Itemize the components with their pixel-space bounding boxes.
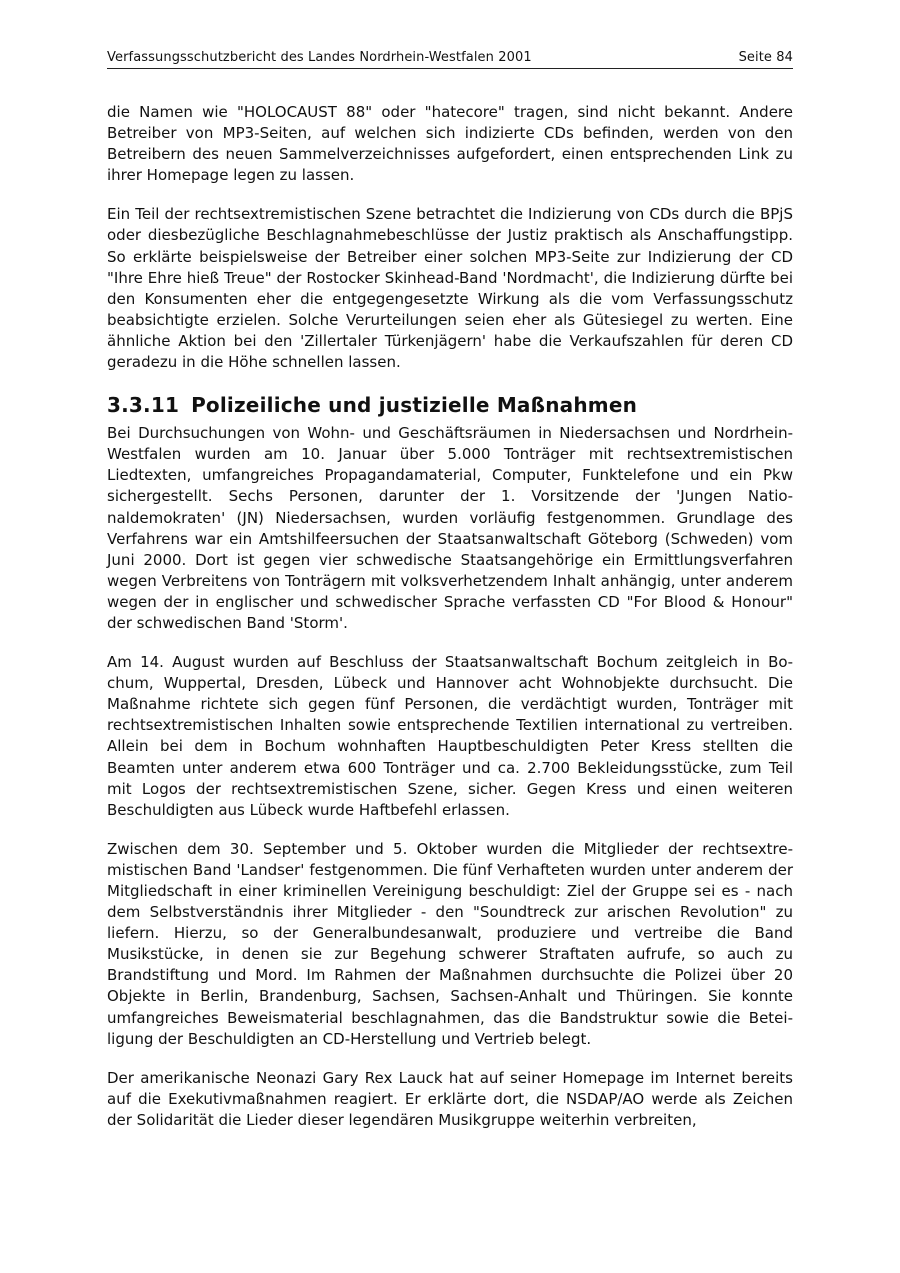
paragraph-1: die Namen wie "HOLOCAUST 88" oder "hatecore" tragen, sind nicht bekannt. Andere Betreiber von MP3-Seiten, auf welchen sich indizierte CDs befinden, werden von den Betreibern des neuen Sammelverzeichnisses aufgefordert, einen entsprechenden Link zu ihrer Homepage legen zu lassen. xyxy=(107,103,793,185)
running-header xyxy=(107,50,793,69)
paragraph-3: Bei Durchsuchungen von Wohn- und Geschäftsräumen in Niedersachsen und Nordrhein-Westfalen wurden am 10. Januar über 5.000 Tonträger mit rechtsextremistischen Liedtexten, umfangreiches Propagandamaterial, Computer, Funktelefone und ein Pkw sichergestellt. Sechs Personen, darunter der 1. Vorsitzende der 'Jungen Nationaldemokraten' (JN) Niedersachsen, wurden vorläufig festgenommen. Grundlage des Verfahrens war ein Amtshilfeersuchen der Staatsanwaltschaft Göteborg (Schweden) vom Juni 2000. Dort ist gegen vier schwedische Staatsangehörige ein Ermittlungsverfahren wegen Verbreitens von Tonträgern mit volksverhetzendem Inhalt anhängig, unter anderem wegen der in englischer und schwedischer Sprache verfassten CD "For Blood & Honour" der schwedischen Band 'Storm'. xyxy=(107,424,793,632)
page-number: Seite 84 xyxy=(738,50,793,65)
paragraph-6: Der amerikanische Neonazi Gary Rex Lauck hat auf seiner Homepage im Internet bereits auf die Exekutivmaßnahmen reagiert. Er erklärte dort, die NSDAP/AO werde als Zeichen der Solidarität die Lieder dieser legendären Musikgruppe weiterhin verbreiten, xyxy=(107,1068,793,1129)
section-number: 3.3.11 xyxy=(107,393,180,418)
section-heading xyxy=(107,391,793,419)
paragraph-5: Zwischen dem 30. September und 5. Oktober wurden die Mitglieder der rechtsextremistischen Band 'Landser' festgenommen. Die fünf Verhafteten wurden unter anderem der Mitgliedschaft in einer kriminellen Vereinigung beschuldigt: Ziel der Gruppe sei es - nach dem Selbstverständnis ihrer Mitglieder - den "Soundtreck zur arischen Revolution" zu liefern. Hierzu, so der Generalbundesanwalt, produziere und vertreibe die Band Musikstücke, in denen sie zur Begehung schwerer Straftaten aufrufe, so auch zu Brandstiftung und Mord. Im Rahmen der Maßnahmen durchsuchte die Polizei über 20 Objekte in Berlin, Brandenburg, Sachsen, Sachsen-Anhalt und Thüringen. Sie konnte umfangreiches Beweismaterial beschlagnahmen, das die Bandstruktur sowie die Beteiligung der Beschuldigten an CD-Herstellung und Vertrieb belegt. xyxy=(107,839,793,1048)
document-page xyxy=(107,50,793,1149)
paragraph-2: Ein Teil der rechtsextremistischen Szene betrachtet die Indizierung von CDs durch die BPjS oder diesbezügliche Beschlagnahmebeschlüsse der Justiz praktisch als Anschaffungstipp. So erklärte beispielsweise der Betreiber einer solchen MP3-Seite zur Indizierung der CD "Ihre Ehre hieß Treue" der Rostocker Skinhead-Band 'Nordmacht', die Indizierung dürfte bei den Konsumenten eher die entgegengesetzte Wirkung als die vom Verfassungsschutz beabsichtigte erzielen. Solche Verurteilungen seien eher als Gütesiegel zu werten. Eine ähnliche Aktion bei den 'Zillertaler Türkenjägern' habe die Verkaufszahlen für deren CD geradezu in die Höhe schnellen lassen. xyxy=(107,205,793,372)
document-title: Verfassungsschutzbericht des Landes Nordrhein-Westfalen 2001 xyxy=(107,50,532,65)
paragraph-4: Am 14. August wurden auf Beschluss der Staatsanwaltschaft Bochum zeitgleich in Bochum, Wuppertal, Dresden, Lübeck und Hannover acht Wohnobjekte durchsucht. Die Maßnahme richtete sich gegen fünf Personen, die verdächtigt wurden, Tonträger mit rechtsextremistischen Inhalten sowie entsprechende Textilien international zu vertreiben. Allein bei dem in Bochum wohnhaften Hauptbeschuldigten Peter Kress stellten die Beamten unter anderem etwa 600 Tonträger und ca. 2.700 Bekleidungsstücke, zum Teil mit Logos der rechtsextremistischen Szene, sicher. Gegen Kress und einen weiteren Beschuldigten aus Lübeck wurde Haftbefehl erlassen. xyxy=(107,653,793,819)
section-title: Polizeiliche und justizielle Maßnahmen xyxy=(191,393,638,418)
document-body xyxy=(107,102,793,1131)
